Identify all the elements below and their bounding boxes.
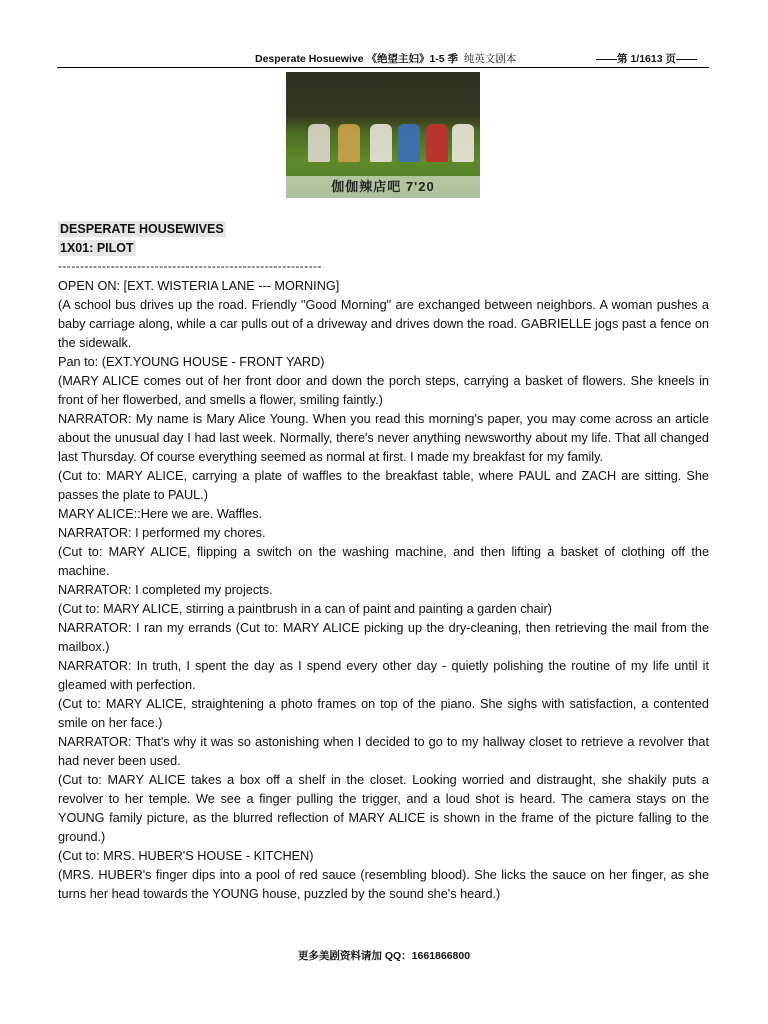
- script-line: Pan to: (EXT.YOUNG HOUSE - FRONT YARD): [58, 355, 325, 369]
- divider-line: ------------------------------------------------------------: [58, 259, 322, 273]
- doc-title: DESPERATE HOUSEWIVES: [60, 222, 224, 236]
- script-line: NARRATOR: I performed my chores.: [58, 526, 266, 540]
- chair-shape: [338, 124, 360, 162]
- script-line: (Cut to: MARY ALICE, stirring a paintbrush in a can of paint and painting a garden chair): [58, 602, 552, 616]
- chair-shape: [308, 124, 330, 162]
- script-body: [58, 277, 709, 904]
- chair-shape: [398, 124, 420, 162]
- script-line: (Cut to: MRS. HUBER'S HOUSE - KITCHEN): [58, 849, 314, 863]
- header-title-plain: 纯英文剧本: [463, 53, 517, 65]
- script-line: (A school bus drives up the road. Friendly "Good Morning" are exchanged between neighbors. A woman pushes a baby carriage along, while a car pulls out of a driveway and drives down the road. GABRIELLE jogs past a fence on the sidewalk.: [58, 298, 709, 350]
- chair-shape: [452, 124, 474, 162]
- chair-shape: [370, 124, 392, 162]
- script-line: (Cut to: MARY ALICE, carrying a plate of waffles to the breakfast table, where PAUL and ZACH are sitting. She passes the plate to PAUL.): [58, 469, 709, 502]
- script-line: NARRATOR: That's why it was so astonishing when I decided to go to my hallway closet to retrieve a revolver that had never been used.: [58, 735, 709, 768]
- script-line: (Cut to: MARY ALICE takes a box off a shelf in the closet. Looking worried and distraught, she shakily puts a revolver to her temple. We see a finger pulling the trigger, and a loud shot is heard. The camera stays on the YOUNG family picture, as the blurred reflection of MARY ALICE is shown in the frame of the picture falling to the ground.): [58, 773, 709, 844]
- script-line: MARY ALICE::Here we are. Waffles.: [58, 507, 263, 521]
- cast-photo: [286, 72, 480, 198]
- script-line: OPEN ON: [EXT. WISTERIA LANE --- MORNING]: [58, 279, 340, 293]
- script-line: (MRS. HUBER's finger dips into a pool of red sauce (resembling blood). She licks the sauce on her finger, as she turns her head towards the YOUNG house, puzzled by the sound she's heard.): [58, 868, 709, 901]
- episode-title: 1X01: PILOT: [60, 241, 134, 255]
- header-title: [255, 51, 516, 66]
- page-footer: 更多美剧资料请加 QQ：1661866800: [297, 950, 471, 962]
- script-line: NARRATOR: I completed my projects.: [58, 583, 273, 597]
- script-line: NARRATOR: My name is Mary Alice Young. When you read this morning's paper, you may come across an article about the unusual day I had last week. Normally, there's never anything newsworthy about my life. That all changed last Thursday. Of course everything seemed as normal at first. I made my breakfast for my family.: [58, 412, 709, 464]
- script-line: (Cut to: MARY ALICE, flipping a switch on the washing machine, and then lifting a basket of clothing off the machine.: [58, 545, 709, 578]
- chair-shape: [426, 124, 448, 162]
- photo-watermark: 伽伽辣店吧 7'20: [286, 176, 480, 198]
- script-line: NARRATOR: In truth, I spent the day as I spend every other day - quietly polishing the routine of my life until it gleamed with perfection.: [58, 659, 709, 692]
- script-line: NARRATOR: I ran my errands (Cut to: MARY ALICE picking up the dry-cleaning, then retrieving the mail from the mailbox.): [58, 621, 709, 654]
- page-header: [57, 50, 709, 68]
- script-line: (MARY ALICE comes out of her front door and down the porch steps, carrying a basket of flowers. She kneels in front of her flowerbed, and smells a flower, smiling faintly.): [58, 374, 709, 407]
- script-line: (Cut to: MARY ALICE, straightening a photo frames on top of the piano. She sighs with satisfaction, a contented smile on her face.): [58, 697, 709, 730]
- header-page-number: ——第 1/1613 页——: [596, 53, 697, 65]
- header-title-bold: Desperate Hosuewive 《绝望主妇》1-5 季: [255, 53, 459, 65]
